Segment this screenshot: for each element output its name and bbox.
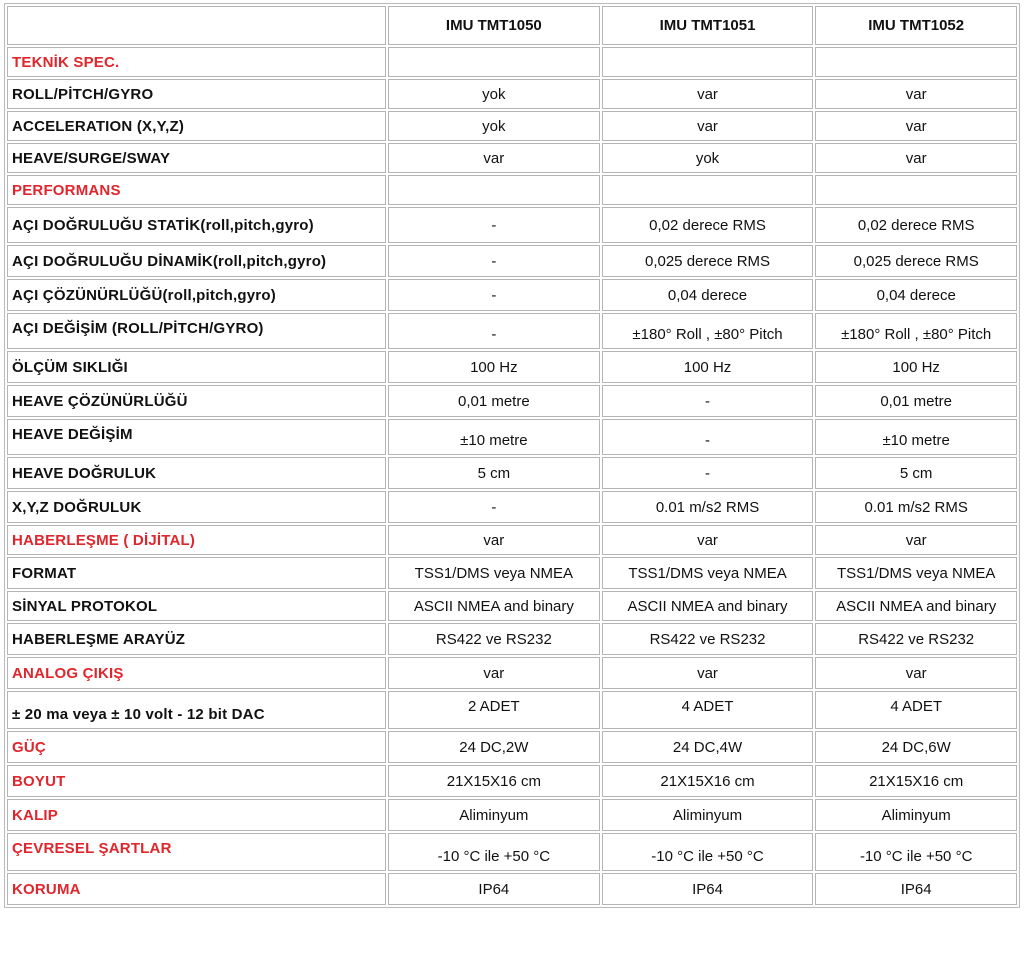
- section-label: ÇEVRESEL ŞARTLAR: [7, 833, 386, 871]
- spec-value-cell: 0,025 derece RMS: [815, 245, 1017, 277]
- spec-table-container: [4, 3, 1020, 961]
- spec-value-cell: [815, 47, 1017, 77]
- spec-value-cell: [388, 47, 600, 77]
- spec-value-cell: 100 Hz: [388, 351, 600, 383]
- spec-value-cell: 21X15X16 cm: [388, 765, 600, 797]
- section-label: BOYUT: [7, 765, 386, 797]
- spec-value-cell: 0,02 derece RMS: [602, 207, 814, 243]
- spec-label: FORMAT: [7, 557, 386, 589]
- table-row: [7, 175, 1017, 205]
- spec-value-cell: -10 °C ile +50 °C: [388, 833, 600, 871]
- spec-value-cell: Aliminyum: [602, 799, 814, 831]
- spec-value-cell: IP64: [602, 873, 814, 905]
- spec-value-cell: 5 cm: [388, 457, 600, 489]
- spec-value-cell: var: [602, 525, 814, 555]
- table-row: [7, 419, 1017, 455]
- spec-value-cell: 24 DC,6W: [815, 731, 1017, 763]
- spec-value-cell: 0,04 derece: [815, 279, 1017, 311]
- table-row: [7, 657, 1017, 689]
- spec-value-cell: 0,04 derece: [602, 279, 814, 311]
- spec-value-cell: TSS1/DMS veya NMEA: [602, 557, 814, 589]
- spec-value-cell: var: [388, 657, 600, 689]
- spec-value-cell: var: [815, 657, 1017, 689]
- spec-label: AÇI DOĞRULUĞU DİNAMİK(roll,pitch,gyro): [7, 245, 386, 277]
- spec-value-cell: yok: [602, 143, 814, 173]
- table-row: [7, 799, 1017, 831]
- section-label: HABERLEŞME ( DİJİTAL): [7, 525, 386, 555]
- section-label: GÜÇ: [7, 731, 386, 763]
- table-row: [7, 491, 1017, 523]
- spec-value-cell: ASCII NMEA and binary: [388, 591, 600, 621]
- spec-value-cell: ASCII NMEA and binary: [602, 591, 814, 621]
- table-row: [7, 47, 1017, 77]
- table-row: [7, 623, 1017, 655]
- table-row: [7, 279, 1017, 311]
- table-row: [7, 873, 1017, 905]
- section-label: KALIP: [7, 799, 386, 831]
- spec-value-cell: -: [388, 279, 600, 311]
- header-row: [7, 6, 1017, 45]
- header-corner: [7, 6, 386, 45]
- spec-value-cell: ±180° Roll , ±80° Pitch: [602, 313, 814, 349]
- spec-value-cell: 4 ADET: [602, 691, 814, 729]
- spec-value-cell: var: [815, 525, 1017, 555]
- spec-value-cell: IP64: [815, 873, 1017, 905]
- spec-value-cell: -: [602, 385, 814, 417]
- spec-label: HEAVE DEĞİŞİM: [7, 419, 386, 455]
- table-row: [7, 591, 1017, 621]
- table-row: [7, 691, 1017, 729]
- spec-value-cell: Aliminyum: [388, 799, 600, 831]
- spec-value-cell: Aliminyum: [815, 799, 1017, 831]
- section-label: PERFORMANS: [7, 175, 386, 205]
- table-row: [7, 833, 1017, 871]
- spec-value-cell: TSS1/DMS veya NMEA: [815, 557, 1017, 589]
- table-row: [7, 143, 1017, 173]
- spec-label: ACCELERATION (X,Y,Z): [7, 111, 386, 141]
- spec-value-cell: -: [388, 245, 600, 277]
- table-row: [7, 557, 1017, 589]
- spec-value-cell: ±10 metre: [388, 419, 600, 455]
- spec-label: ± 20 ma veya ± 10 volt - 12 bit DAC: [7, 691, 386, 729]
- spec-value-cell: -: [388, 491, 600, 523]
- table-body: [7, 47, 1017, 905]
- spec-value-cell: 24 DC,4W: [602, 731, 814, 763]
- spec-value-cell: RS422 ve RS232: [388, 623, 600, 655]
- table-row: [7, 385, 1017, 417]
- spec-value-cell: yok: [388, 79, 600, 109]
- spec-value-cell: [602, 47, 814, 77]
- table-row: [7, 79, 1017, 109]
- spec-value-cell: 0.01 m/s2 RMS: [602, 491, 814, 523]
- spec-value-cell: [815, 175, 1017, 205]
- spec-value-cell: -: [388, 313, 600, 349]
- header-imu-tmt1051: IMU TMT1051: [602, 6, 814, 45]
- spec-label: HEAVE/SURGE/SWAY: [7, 143, 386, 173]
- section-label: KORUMA: [7, 873, 386, 905]
- spec-value-cell: ±180° Roll , ±80° Pitch: [815, 313, 1017, 349]
- spec-value-cell: var: [815, 79, 1017, 109]
- spec-value-cell: [602, 175, 814, 205]
- table-row: [7, 525, 1017, 555]
- spec-label: AÇI DEĞİŞİM (ROLL/PİTCH/GYRO): [7, 313, 386, 349]
- spec-value-cell: -10 °C ile +50 °C: [815, 833, 1017, 871]
- spec-value-cell: var: [602, 657, 814, 689]
- header-imu-tmt1050: IMU TMT1050: [388, 6, 600, 45]
- spec-value-cell: 0,025 derece RMS: [602, 245, 814, 277]
- spec-value-cell: RS422 ve RS232: [815, 623, 1017, 655]
- spec-value-cell: TSS1/DMS veya NMEA: [388, 557, 600, 589]
- spec-label: HEAVE DOĞRULUK: [7, 457, 386, 489]
- imu-spec-table: [4, 3, 1020, 908]
- spec-label: AÇI ÇÖZÜNÜRLÜĞÜ(roll,pitch,gyro): [7, 279, 386, 311]
- table-row: [7, 207, 1017, 243]
- spec-label: AÇI DOĞRULUĞU STATİK(roll,pitch,gyro): [7, 207, 386, 243]
- spec-value-cell: IP64: [388, 873, 600, 905]
- spec-value-cell: var: [602, 111, 814, 141]
- spec-value-cell: 0,01 metre: [815, 385, 1017, 417]
- spec-value-cell: RS422 ve RS232: [602, 623, 814, 655]
- spec-value-cell: -: [602, 419, 814, 455]
- spec-value-cell: 0,01 metre: [388, 385, 600, 417]
- spec-value-cell: var: [388, 525, 600, 555]
- spec-value-cell: ASCII NMEA and binary: [815, 591, 1017, 621]
- spec-value-cell: 2 ADET: [388, 691, 600, 729]
- table-row: [7, 765, 1017, 797]
- table-row: [7, 351, 1017, 383]
- spec-value-cell: var: [602, 79, 814, 109]
- section-label: ANALOG ÇIKIŞ: [7, 657, 386, 689]
- spec-value-cell: 0.01 m/s2 RMS: [815, 491, 1017, 523]
- header-imu-tmt1052: IMU TMT1052: [815, 6, 1017, 45]
- spec-value-cell: [388, 175, 600, 205]
- spec-value-cell: 100 Hz: [815, 351, 1017, 383]
- spec-value-cell: 100 Hz: [602, 351, 814, 383]
- table-row: [7, 111, 1017, 141]
- spec-value-cell: yok: [388, 111, 600, 141]
- section-label: TEKNİK SPEC.: [7, 47, 386, 77]
- spec-value-cell: var: [815, 111, 1017, 141]
- spec-value-cell: 24 DC,2W: [388, 731, 600, 763]
- spec-label: ROLL/PİTCH/GYRO: [7, 79, 386, 109]
- spec-value-cell: -10 °C ile +50 °C: [602, 833, 814, 871]
- table-row: [7, 313, 1017, 349]
- table-row: [7, 731, 1017, 763]
- spec-label: X,Y,Z DOĞRULUK: [7, 491, 386, 523]
- spec-value-cell: var: [388, 143, 600, 173]
- table-row: [7, 457, 1017, 489]
- spec-label: HEAVE ÇÖZÜNÜRLÜĞÜ: [7, 385, 386, 417]
- spec-value-cell: -: [388, 207, 600, 243]
- spec-value-cell: 5 cm: [815, 457, 1017, 489]
- spec-label: HABERLEŞME ARAYÜZ: [7, 623, 386, 655]
- table-row: [7, 245, 1017, 277]
- spec-value-cell: 4 ADET: [815, 691, 1017, 729]
- spec-value-cell: 0,02 derece RMS: [815, 207, 1017, 243]
- spec-label: ÖLÇÜM SIKLIĞI: [7, 351, 386, 383]
- spec-value-cell: 21X15X16 cm: [602, 765, 814, 797]
- spec-value-cell: -: [602, 457, 814, 489]
- spec-value-cell: 21X15X16 cm: [815, 765, 1017, 797]
- spec-label: SİNYAL PROTOKOL: [7, 591, 386, 621]
- spec-value-cell: var: [815, 143, 1017, 173]
- spec-value-cell: ±10 metre: [815, 419, 1017, 455]
